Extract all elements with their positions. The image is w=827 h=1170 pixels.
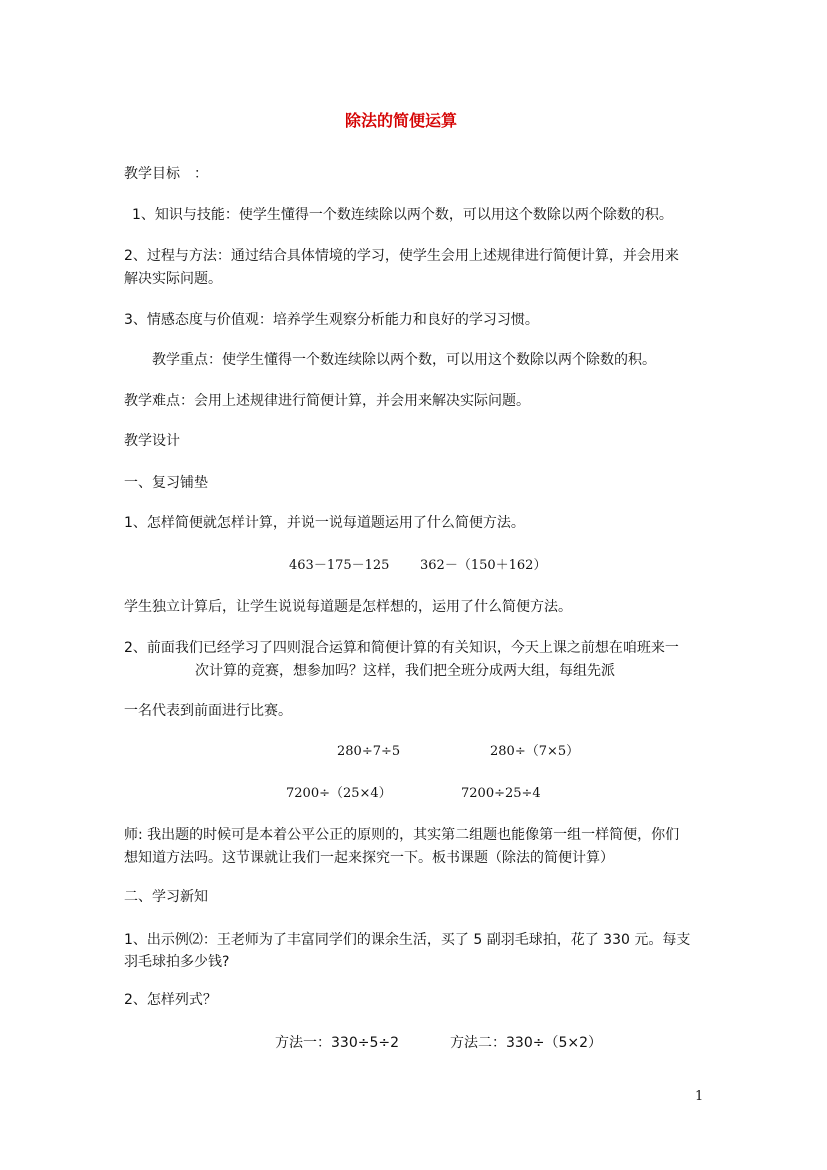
student-activity: 学生独立计算后，让学生说说每道题是怎样想的，运用了什么简便方法。: [124, 599, 572, 615]
section-1-heading: 一、复习铺垫: [124, 475, 208, 491]
method-1: 方法一：330÷5÷2: [275, 1035, 399, 1051]
page-number: 1: [695, 1089, 704, 1104]
teacher-line2: 想知道方法吗。这节课就让我们一起来探究一下。板书课题（除法的简便计算）: [124, 850, 614, 866]
method-2: 方法二：330÷（5×2）: [450, 1035, 602, 1051]
how-to-write: 2、怎样列式？: [124, 992, 217, 1008]
expression-1b: 362－（150＋162）: [420, 558, 547, 573]
goal-heading: 教学目标 ：: [124, 166, 208, 182]
goal-1: 1、知识与技能：使学生懂得一个数连续除以两个数，可以用这个数除以两个除数的积。: [132, 207, 673, 223]
example-line2: 羽毛球拍多少钱?: [124, 954, 230, 970]
key-point: 教学重点：使学生懂得一个数连续除以两个数，可以用这个数除以两个除数的积。: [152, 352, 656, 368]
goal-2-line1: 2、过程与方法：通过结合具体情境的学习，使学生会用上述规律进行简便计算，并会用来: [124, 248, 679, 264]
question-2-line2: 次计算的竞赛，想参加吗？这样，我们把全班分成两大组，每组先派: [195, 663, 615, 679]
difficulty: 教学难点：会用上述规律进行简便计算，并会用来解决实际问题。: [124, 393, 530, 409]
question-2-line1: 2、前面我们已经学习了四则混合运算和简便计算的有关知识，今天上课之前想在咱班来一: [124, 640, 679, 656]
expression-3b: 7200÷25÷4: [461, 786, 541, 801]
design-heading: 教学设计: [124, 433, 180, 449]
question-1: 1、怎样简便就怎样计算，并说一说每道题运用了什么简便方法。: [124, 515, 525, 531]
question-2-line3: 一名代表到前面进行比赛。: [124, 703, 292, 719]
expression-2b: 280÷（7×5）: [490, 744, 580, 759]
document-title: 除法的简便运算: [345, 111, 458, 130]
goal-2-line2: 解决实际问题。: [124, 271, 222, 287]
section-2-heading: 二、学习新知: [124, 889, 208, 905]
expression-3a: 7200÷（25×4）: [286, 786, 392, 801]
expression-2a: 280÷7÷5: [337, 744, 401, 759]
example-line1: 1、出示例⑵：王老师为了丰富同学们的课余生活，买了 5 副羽毛球拍，花了 330 元。每支: [124, 932, 691, 948]
teacher-line1: 师: 我出题的时候可是本着公平公正的原则的，其实第二组题也能像第一组一样简便，你们: [124, 827, 680, 843]
expression-1a: 463－175－125: [289, 558, 390, 573]
goal-3: 3、情感态度与价值观：培养学生观察分析能力和良好的学习习惯。: [124, 312, 539, 328]
